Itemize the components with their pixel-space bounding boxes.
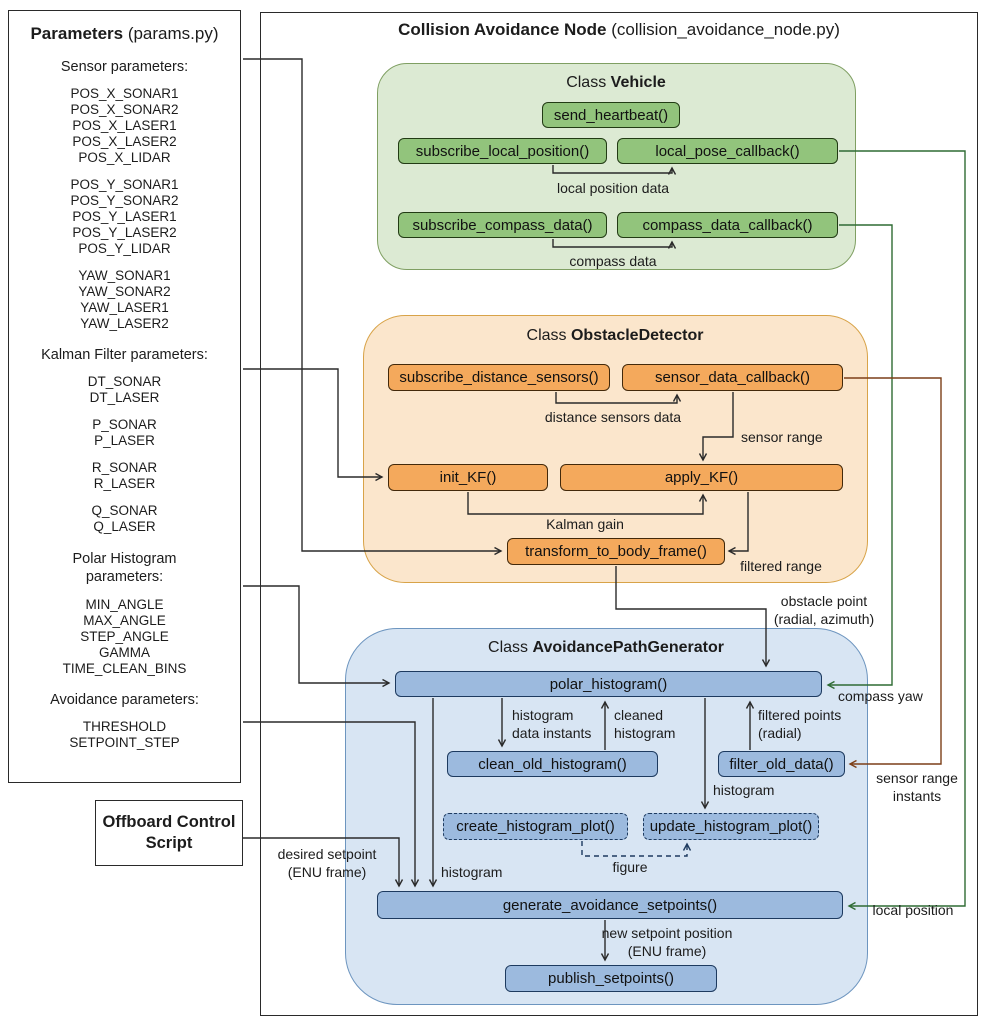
parameters-panel (8, 10, 241, 783)
edge-label-histogram-generate: histogram (441, 864, 503, 880)
param-item: YAW_LASER1 (80, 300, 169, 315)
param-item: GAMMA (98, 645, 150, 660)
parameters-title (9, 24, 240, 44)
edge-label-compass-yaw: compass yaw (838, 688, 923, 704)
param-item: Q_LASER (93, 519, 156, 534)
param-item: MAX_ANGLE (83, 613, 166, 628)
method-filter-old-data: filter_old_data() (718, 751, 845, 777)
param-item: R_LASER (93, 476, 156, 491)
section-label-sensor: Sensor parameters: (60, 59, 189, 75)
param-group (9, 460, 240, 492)
param-item: R_SONAR (91, 460, 158, 475)
param-item: P_SONAR (92, 417, 157, 432)
method-generate-avoidance-setpoints: generate_avoidance_setpoints() (377, 891, 843, 919)
method-compass-data-callback: compass_data_callback() (617, 212, 838, 238)
edge-label-local-position-data: local position data (556, 180, 670, 196)
edge-label-compass-data: compass data (569, 253, 657, 269)
edge-label-new-setpoint: new setpoint position (ENU frame) (601, 925, 733, 959)
edge-label-histogram-update: histogram (713, 782, 775, 798)
method-create-histogram-plot: create_histogram_plot() (443, 813, 628, 840)
section-label-avoidance: Avoidance parameters: (50, 692, 199, 708)
method-update-histogram-plot: update_histogram_plot() (643, 813, 819, 840)
param-item: YAW_LASER2 (80, 316, 169, 331)
param-item: SETPOINT_STEP (69, 735, 180, 750)
param-item: TIME_CLEAN_BINS (62, 661, 187, 676)
param-group (9, 374, 240, 406)
param-group (9, 177, 240, 257)
offboard-line1: Offboard Control (102, 813, 236, 831)
param-item: POS_X_LASER1 (72, 118, 177, 133)
param-item: Q_SONAR (91, 503, 158, 518)
method-subscribe-compass-data: subscribe_compass_data() (398, 212, 607, 238)
parameters-title-file: (params.py) (123, 24, 219, 43)
param-item: STEP_ANGLE (80, 629, 169, 644)
main-title (398, 20, 840, 40)
param-group (9, 268, 240, 332)
edge-label-sensor-range: sensor range (741, 429, 823, 445)
edge-label-histogram-data-instants: histogram data instants (512, 707, 592, 741)
method-send-heartbeat: send_heartbeat() (542, 102, 680, 128)
param-item: POS_X_SONAR1 (70, 86, 179, 101)
offboard-control-script-box (95, 800, 243, 866)
edge-label-filtered-points: filtered points (radial) (758, 707, 842, 741)
offboard-line2: Script (145, 834, 193, 852)
main-title-bold: Collision Avoidance Node (398, 20, 607, 39)
param-group (9, 719, 240, 751)
method-sensor-data-callback: sensor_data_callback() (622, 364, 843, 391)
class-obstacledetector-title: Class ObstacleDetector (526, 327, 704, 344)
method-polar-histogram: polar_histogram() (395, 671, 822, 697)
edge-label-kalman-gain: Kalman gain (546, 516, 624, 532)
edge-label-distance-sensors-data: distance sensors data (544, 409, 682, 425)
method-clean-old-histogram: clean_old_histogram() (447, 751, 658, 777)
method-subscribe-local-position: subscribe_local_position() (398, 138, 607, 164)
class-vehicle-title: Class Vehicle (566, 74, 666, 91)
param-item: THRESHOLD (82, 719, 167, 734)
method-init-kf: init_KF() (388, 464, 548, 491)
edge-label-local-position: local position (872, 902, 954, 918)
edge-label-sensor-range-instants: sensor range instants (876, 770, 958, 804)
param-item: POS_Y_SONAR1 (70, 177, 179, 192)
class-avoidancepathgenerator-title: Class AvoidancePathGenerator (488, 639, 724, 656)
param-item: POS_X_LASER2 (72, 134, 177, 149)
param-item: POS_X_LIDAR (78, 150, 171, 165)
param-group (9, 503, 240, 535)
method-subscribe-distance-sensors: subscribe_distance_sensors() (388, 364, 610, 391)
method-publish-setpoints: publish_setpoints() (505, 965, 717, 992)
param-item: MIN_ANGLE (85, 597, 164, 612)
edge-label-desired-setpoint: desired setpoint (ENU frame) (277, 846, 377, 880)
edge-label-figure: figure (612, 859, 648, 875)
param-item: POS_X_SONAR2 (70, 102, 179, 117)
param-group (9, 417, 240, 449)
param-item: YAW_SONAR1 (78, 268, 171, 283)
edge-label-obstacle-point: obstacle point (radial, azimuth) (773, 593, 875, 627)
param-item: YAW_SONAR2 (78, 284, 171, 299)
param-group (9, 597, 240, 677)
edge-label-filtered-range: filtered range (740, 558, 822, 574)
param-item: POS_Y_LIDAR (78, 241, 171, 256)
param-item: DT_SONAR (87, 374, 162, 389)
section-label-polar: Polar Histogram parameters: (72, 551, 177, 585)
method-local-pose-callback: local_pose_callback() (617, 138, 838, 164)
param-group (9, 86, 240, 166)
method-apply-kf: apply_KF() (560, 464, 843, 491)
parameters-title-bold: Parameters (30, 24, 124, 43)
param-item: P_LASER (94, 433, 155, 448)
method-transform-to-body-frame: transform_to_body_frame() (507, 538, 725, 565)
section-label-kalman: Kalman Filter parameters: (41, 347, 208, 363)
param-item: POS_Y_LASER2 (72, 225, 177, 240)
param-item: POS_Y_SONAR2 (70, 193, 179, 208)
main-title-file: (collision_avoidance_node.py) (606, 20, 840, 39)
param-item: DT_LASER (89, 390, 160, 405)
edge-label-cleaned-histogram: cleaned histogram (614, 707, 676, 741)
param-item: POS_Y_LASER1 (72, 209, 177, 224)
class-vehicle-container (377, 63, 856, 270)
